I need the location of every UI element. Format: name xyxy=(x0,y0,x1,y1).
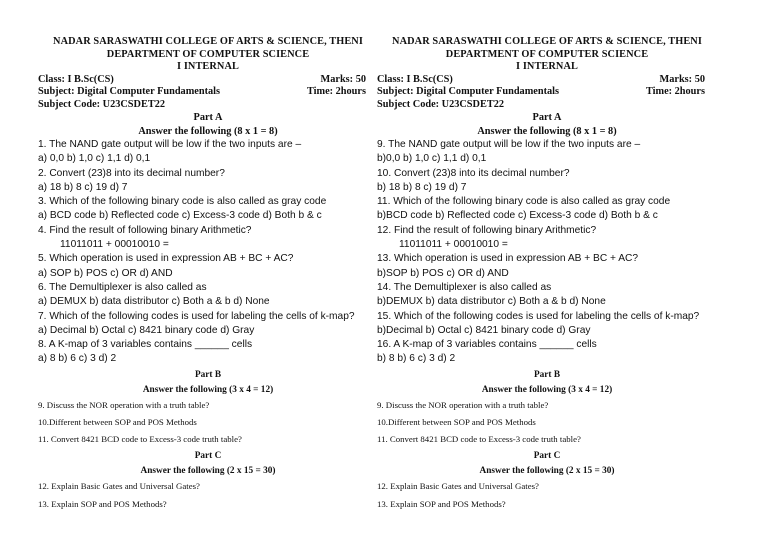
marks-label: Marks: 50 xyxy=(320,73,366,85)
part-b-instruction: Answer the following (3 x 4 = 12) xyxy=(142,384,274,395)
part-a-title: Part A xyxy=(532,112,562,123)
part-b-question: 10.Different between SOP and POS Methods xyxy=(377,416,536,427)
part-c-question: 13. Explain SOP and POS Methods? xyxy=(377,498,506,509)
question-line: 16. A K-map of 3 variables contains ______ cells xyxy=(377,339,597,351)
question-line: 14. The Demultiplexer is also called as xyxy=(377,281,552,293)
options-line: b) 8 b) 6 c) 3 d) 2 xyxy=(377,353,456,365)
question-line: 10. Convert (23)8 into its decimal number? xyxy=(377,167,570,179)
question-line: 5. Which operation is used in expression AB + BC + AC? xyxy=(38,253,294,265)
question-line: 15. Which of the following codes is used for labeling the cells of k-map? xyxy=(377,310,700,322)
time-label: Time: 2hours xyxy=(645,86,705,97)
options-line: a) 0,0 b) 1,0 c) 1,1 d) 0,1 xyxy=(38,153,151,165)
part-b-question: 10.Different between SOP and POS Methods xyxy=(38,416,197,427)
options-line: b)0,0 b) 1,0 c) 1,1 d) 0,1 xyxy=(377,153,487,165)
part-c-title: Part C xyxy=(533,451,561,462)
question-line: 9. The NAND gate output will be low if the two inputs are – xyxy=(377,139,641,150)
part-a-instruction: Answer the following (8 x 1 = 8) xyxy=(138,125,278,137)
department-name: DEPARTMENT OF COMPUTER SCIENCE xyxy=(445,48,649,60)
part-b-question: 9. Discuss the NOR operation with a truth table? xyxy=(38,399,210,410)
options-line: b)DEMUX b) data distributor c) Both a & b d) None xyxy=(377,296,606,308)
arithmetic-line: 11011011 + 00010010 = xyxy=(399,239,508,251)
part-b-instruction: Answer the following (3 x 4 = 12) xyxy=(481,384,613,395)
options-line: a) DEMUX b) data distributor c) Both a & b d) None xyxy=(38,296,270,308)
options-line: a) BCD code b) Reflected code c) Excess-3 code d) Both b & c xyxy=(38,210,322,222)
options-line: a) 8 b) 6 c) 3 d) 2 xyxy=(38,353,117,365)
question-line: 1. The NAND gate output will be low if the two inputs are – xyxy=(38,139,302,150)
marks-label: Marks: 50 xyxy=(659,73,705,85)
question-line: 11. Which of the following binary code is also called as gray code xyxy=(377,196,671,208)
options-line: a) SOP b) POS c) OR d) AND xyxy=(38,267,173,279)
question-line: 12. Find the result of following binary Arithmetic? xyxy=(377,224,597,236)
part-c-question: 13. Explain SOP and POS Methods? xyxy=(38,498,167,509)
question-line: 13. Which operation is used in expression AB + BC + AC? xyxy=(377,253,639,265)
college-name: NADAR SARASWATHI COLLEGE OF ARTS & SCIENCE, THENI xyxy=(392,36,702,47)
exam-name: I INTERNAL xyxy=(516,61,578,72)
arithmetic-line: 11011011 + 00010010 = xyxy=(60,239,169,251)
class-marks-row xyxy=(38,74,378,87)
question-line: 6. The Demultiplexer is also called as xyxy=(38,281,207,293)
part-b-title: Part B xyxy=(194,369,222,380)
subject-code-row xyxy=(377,99,717,112)
class-label: Class: I B.Sc(CS) xyxy=(38,73,114,85)
part-b-question: 11. Convert 8421 BCD code to Excess-3 code truth table? xyxy=(377,434,581,445)
part-a-instruction: Answer the following (8 x 1 = 8) xyxy=(477,125,617,137)
subject-label: Subject: Digital Computer Fundamentals xyxy=(377,86,560,97)
subject-time-row xyxy=(38,86,378,99)
class-marks-row xyxy=(377,74,717,87)
department-name: DEPARTMENT OF COMPUTER SCIENCE xyxy=(106,48,310,60)
part-b-question: 11. Convert 8421 BCD code to Excess-3 code truth table? xyxy=(38,434,242,445)
part-c-instruction: Answer the following (2 x 15 = 30) xyxy=(479,466,615,477)
question-line: 8. A K-map of 3 variables contains ______ cells xyxy=(38,339,253,351)
question-line: 2. Convert (23)8 into its decimal number? xyxy=(38,167,225,179)
options-line: b) 18 b) 8 c) 19 d) 7 xyxy=(377,181,467,193)
subject-code: Subject Code: U23CSDET22 xyxy=(38,98,166,110)
options-line: b)Decimal b) Octal c) 8421 binary code d) Gray xyxy=(377,324,591,336)
subject-time-row xyxy=(377,86,717,99)
subject-code-row xyxy=(38,99,378,112)
subject-code: Subject Code: U23CSDET22 xyxy=(377,98,505,110)
part-c-instruction: Answer the following (2 x 15 = 30) xyxy=(140,466,276,477)
question-line: 4. Find the result of following binary Arithmetic? xyxy=(38,224,252,236)
options-line: b)BCD code b) Reflected code c) Excess-3 code d) Both b & c xyxy=(377,210,658,222)
part-c-title: Part C xyxy=(194,451,222,462)
college-name: NADAR SARASWATHI COLLEGE OF ARTS & SCIENCE, THENI xyxy=(53,36,363,47)
part-c-question: 12. Explain Basic Gates and Universal Gates? xyxy=(38,481,200,492)
class-label: Class: I B.Sc(CS) xyxy=(377,73,453,85)
part-a-title: Part A xyxy=(193,112,223,123)
part-b-title: Part B xyxy=(533,369,561,380)
time-label: Time: 2hours xyxy=(306,86,366,97)
subject-label: Subject: Digital Computer Fundamentals xyxy=(38,86,221,97)
options-line: a) 18 b) 8 c) 19 d) 7 xyxy=(38,181,128,193)
question-paper-right xyxy=(377,36,717,513)
exam-name: I INTERNAL xyxy=(177,61,239,72)
options-line: b)SOP b) POS c) OR d) AND xyxy=(377,267,509,279)
part-b-question: 9. Discuss the NOR operation with a truth table? xyxy=(377,399,549,410)
question-line: 7. Which of the following codes is used for labeling the cells of k-map? xyxy=(38,310,355,322)
part-c-question: 12. Explain Basic Gates and Universal Gates? xyxy=(377,481,539,492)
question-paper-left xyxy=(38,36,378,513)
options-line: a) Decimal b) Octal c) 8421 binary code d) Gray xyxy=(38,324,255,336)
question-line: 3. Which of the following binary code is also called as gray code xyxy=(38,196,327,208)
